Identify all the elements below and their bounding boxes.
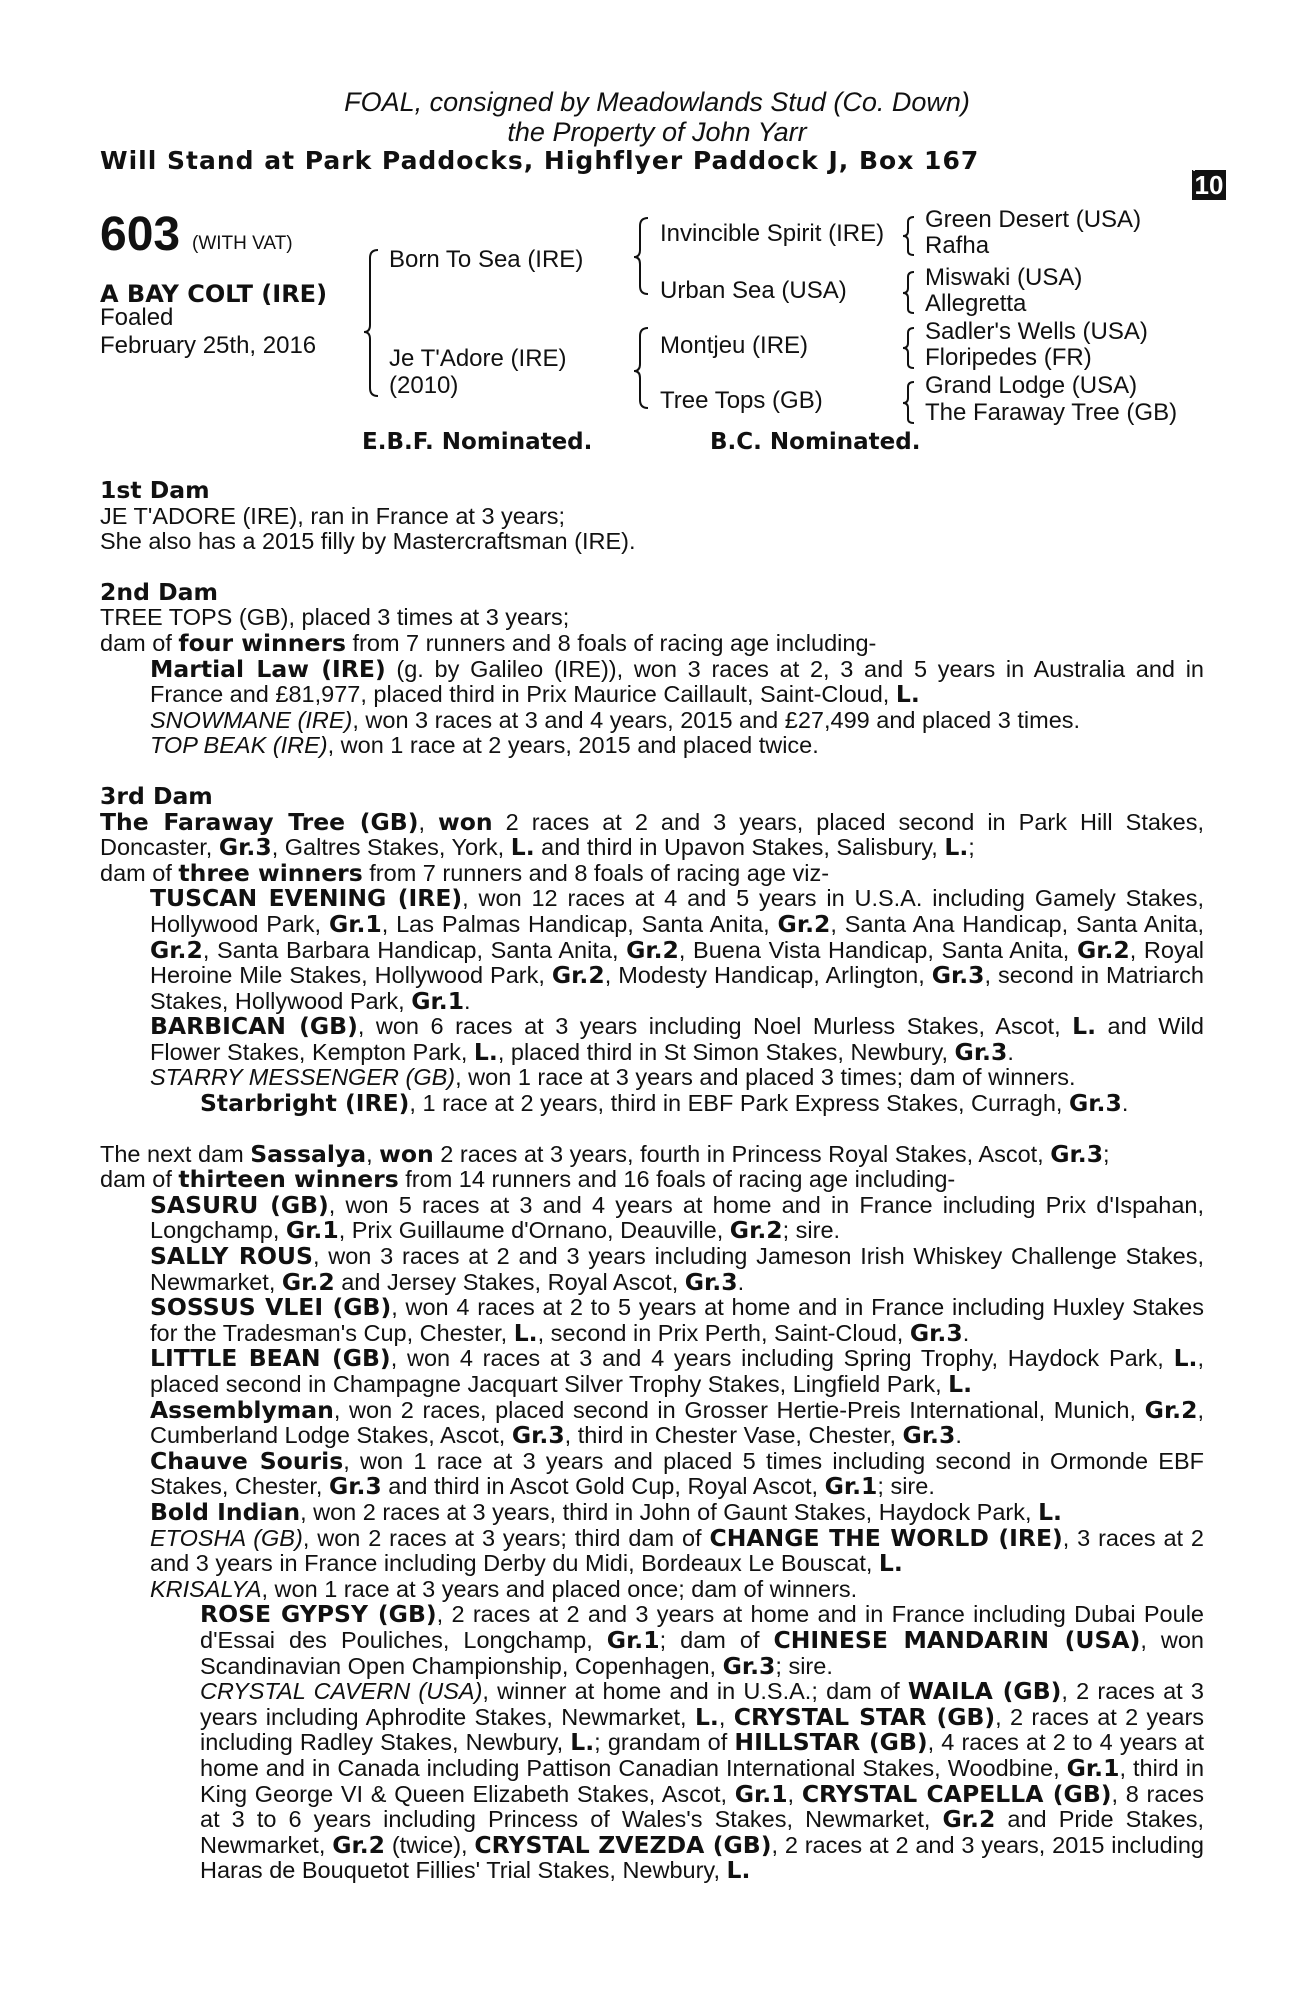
second-dam-section (100, 577, 1204, 759)
sdd: Allegretta (925, 290, 1027, 317)
entry-martial-law: Martial Law (IRE) (g. by Galileo (IRE)), won 3 races at 2, 3 and 5 years in Australia and in France and £81,977, placed third in Prix Maurice Caillault, Saint-Cloud, L. (150, 654, 1204, 709)
entry-barbican: BARBICAN (GB), won 6 races at 3 years including Noel Murless Stakes, Ascot, L. and Wild Flower Stakes, Kempton Park, L., placed third in St Simon Stakes, Newbury, Gr.3. (150, 1012, 1204, 1066)
third-dam-desc: The Faraway Tree (GB), won 2 races at 2 and 3 years, placed second in Park Hill Stakes, Doncaster, Gr.3, Galtres Stakes, York, L. and third in Upavon Stakes, Salisbury, L.; (100, 807, 1205, 862)
second-dam-line1: TREE TOPS (GB), placed 3 times at 3 years; (100, 604, 570, 631)
sss: Green Desert (USA) (925, 206, 1142, 233)
ssd: Rafha (925, 232, 990, 259)
dam: Je T'Adore (IRE) (389, 345, 567, 372)
next-dam-desc: The next dam Sassalya, won 2 races at 3 years, fourth in Princess Royal Stakes, Ascot, Gr.3; (100, 1139, 1110, 1168)
foaled-label: Foaled (100, 304, 174, 331)
next-dam-produce: dam of thirteen winners from 14 runners and 16 foals of racing age including- (100, 1165, 956, 1194)
first-dam-line2: She also has a 2015 filly by Mastercraftsman (IRE). (100, 528, 636, 555)
dam-dam: Tree Tops (GB) (660, 387, 823, 414)
ddd: The Faraway Tree (GB) (925, 399, 1178, 426)
entry-sasuru: SASURU (GB), won 5 races at 3 and 4 years at home and in France including Prix d'Ispahan, Longchamp, Gr.1, Prix Guillaume d'Ornano, Deauville, Gr.2; sire. (150, 1190, 1204, 1245)
lot-number: 603 (100, 208, 181, 261)
dsd: Floripedes (FR) (925, 344, 1092, 371)
badge-10: 10 (1192, 170, 1226, 200)
colt-name: A BAY COLT (IRE) (100, 280, 328, 308)
entry-sally-rous: SALLY ROUS, won 3 races at 2 and 3 years including Jameson Irish Whiskey Challenge Stakes, Newmarket, Gr.2 and Jersey Stakes, Royal Ascot, Gr.3. (150, 1242, 1204, 1296)
third-dam-section (100, 781, 1205, 1118)
sire-dam: Urban Sea (USA) (660, 277, 847, 304)
entry-snowmane: SNOWMANE (IRE), won 3 races at 3 and 4 years, 2015 and £27,499 and placed 3 times. (150, 706, 1081, 733)
entry-sossus-vlei: SOSSUS VLEI (GB), won 4 races at 2 to 5 years at home and in France including Huxley Stakes for the Tradesman's Cup, Chester, L., second in Prix Perth, Saint-Cloud, Gr.3. (150, 1293, 1204, 1347)
second-dam-produce: dam of four winners from 7 runners and 8 foals of racing age including- (100, 628, 877, 657)
dam-sire: Montjeu (IRE) (660, 332, 809, 359)
entry-assemblyman: Assemblyman, won 2 races, placed second in Grosser Hertie-Preis International, Munich, Gr.2, Cumberland Lodge Stakes, Ascot, Gr.3, third in Chester Vase, Chester, Gr.3. (150, 1395, 1204, 1450)
property-line: the Property of John Yarr (507, 117, 807, 147)
entry-top-beak: TOP BEAK (IRE), won 1 race at 2 years, 2015 and placed twice. (150, 732, 819, 759)
consignor-line: FOAL, consigned by Meadowlands Stud (Co. Down) (344, 87, 970, 117)
entry-krisalya: KRISALYA, won 1 race at 3 years and placed once; dam of winners. (150, 1575, 858, 1602)
entry-starry-messenger: STARRY MESSENGER (GB), won 1 race at 3 years and placed 3 times; dam of winners. (150, 1064, 1076, 1091)
ebf-nominated: E.B.F. Nominated. (362, 429, 593, 455)
stand-location: Will Stand at Park Paddocks, Highflyer Paddock J, Box 167 (100, 146, 980, 175)
entry-etosha: ETOSHA (GB), won 2 races at 3 years; third dam of CHANGE THE WORLD (IRE), 3 races at 2 and 3 years in France including Derby du Midi, Bordeaux Le Bouscat, L. (150, 1523, 1204, 1578)
dds: Grand Lodge (USA) (925, 372, 1138, 399)
dam-year: (2010) (389, 372, 459, 399)
catalogue-body (100, 478, 1204, 1884)
second-dam-title: 2nd Dam (100, 577, 218, 606)
entry-tuscan-evening: TUSCAN EVENING (IRE), won 12 races at 4 and 5 years in U.S.A. including Gamely Stakes, Hollywood Park, Gr.1, Las Palmas Handicap, Santa Anita, Gr.2, Santa Ana Handicap, Santa Anita, Gr.2, Santa Barbara Handicap, Santa Anita, Gr.2, Buena Vista Handicap, Santa Anita, Gr.2, Royal Heroine Mile Stakes, Hollywood Park, Gr.2, Modesty Handicap, Arlington, Gr.3, second in Matriarch Stakes, Hollywood Park, Gr.1. (150, 884, 1204, 1015)
entry-crystal-cavern: CRYSTAL CAVERN (USA), winner at home and in U.S.A.; dam of WAILA (GB), 2 races at 3 years including Aphrodite Stakes, Newmarket, L., CRYSTAL STAR (GB), 2 races at 2 years including Radley Stakes, Newbury, L.; grandam of HILLSTAR (GB), 4 races at 2 to 4 years at home and in Canada including Pattison Canadian International Stakes, Woodbine, Gr.1, third in King George VI & Queen Elizabeth Stakes, Ascot, Gr.1, CRYSTAL CAPELLA (GB), 8 races at 3 to 6 years including Princess of Wales's Stakes, Newmarket, Gr.2 and Pride Stakes, Newmarket, Gr.2 (twice), CRYSTAL ZVEZDA (GB), 2 races at 2 and 3 years, 2015 including Haras de Bouquetot Fillies' Trial Stakes, Newbury, L. (200, 1677, 1205, 1885)
sire-sire: Invincible Spirit (IRE) (660, 220, 885, 247)
sds: Miswaki (USA) (925, 264, 1083, 291)
dss: Sadler's Wells (USA) (925, 318, 1148, 345)
entry-starbright: Starbright (IRE), 1 race at 2 years, third in EBF Park Express Stakes, Curragh, Gr.3. (200, 1089, 1129, 1118)
first-dam-line1: JE T'ADORE (IRE), ran in France at 3 years; (100, 502, 566, 529)
foaled-date: February 25th, 2016 (100, 332, 317, 359)
sire: Born To Sea (IRE) (389, 246, 584, 273)
badge-plus-icon: + (1190, 159, 1199, 175)
third-dam-title: 3rd Dam (100, 781, 213, 810)
entry-little-bean: LITTLE BEAN (GB), won 4 races at 3 and 4 years including Spring Trophy, Haydock Park, L., placed second in Champagne Jacquart Silver Trophy Stakes, Lingfield Park, L. (150, 1344, 1204, 1398)
entry-chauve-souris: Chauve Souris, won 1 race at 3 years and placed 5 times including second in Ormonde EBF Stakes, Chester, Gr.3 and third in Ascot Gold Cup, Royal Ascot, Gr.1; sire. (150, 1446, 1204, 1501)
lot-vat: (WITH VAT) (192, 233, 293, 254)
third-dam-produce: dam of three winners from 7 runners and 8 foals of racing age viz- (100, 858, 830, 887)
bc-nominated: B.C. Nominated. (710, 429, 921, 455)
first-dam-title: 1st Dam (100, 476, 210, 504)
first-dam-section (100, 478, 1204, 555)
entry-rose-gypsy: ROSE GYPSY (GB), 2 races at 2 and 3 years at home and in France including Dubai Poule d'Essai des Pouliches, Longchamp, Gr.1; dam of CHINESE MANDARIN (USA), won Scandinavian Open Championship, Copenhagen, Gr.3; sire. (200, 1600, 1205, 1680)
next-dam-section (100, 1139, 1205, 1885)
entry-bold-indian: Bold Indian, won 2 races at 3 years, third in John of Gaunt Stakes, Haydock Park, L. (150, 1497, 1062, 1526)
